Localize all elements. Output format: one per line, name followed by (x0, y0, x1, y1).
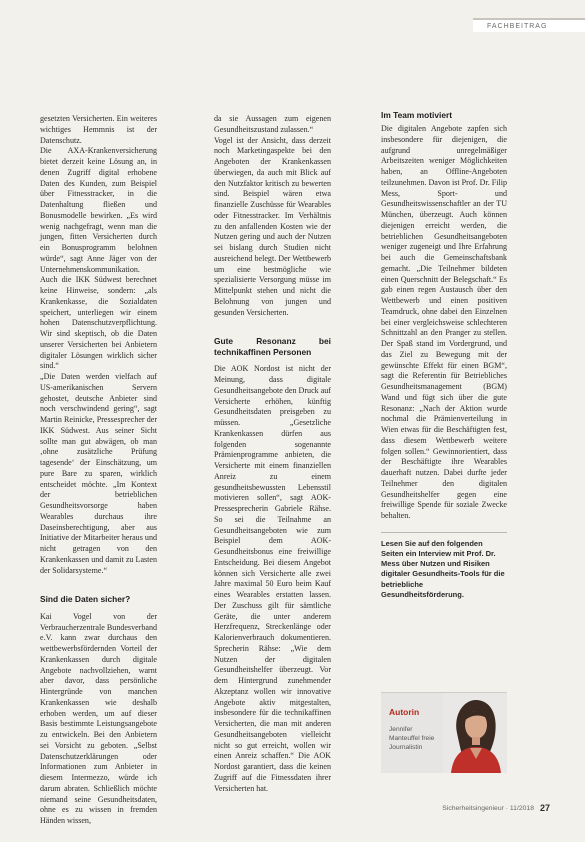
article-column-2 (214, 114, 331, 794)
subheading-data-security: Sind die Daten sicher? (40, 594, 131, 605)
paragraph: gesetzten Versicherten. Ein weiteres wichtiges Hemmnis ist der Datenschutz. (40, 114, 157, 145)
paragraph: Vogel ist der Ansicht, dass derzeit noch Marketingaspekte bei den Angeboten der Krankenkassen überwiegen, da auch mit Blick auf den Nutzfaktor kritisch zu bewerten sind. Beispiel wären etwa finanzielle Zuschüsse für Wearables oder Fitnesstracker. Im Verhältnis zu den anfallenden Kosten wie der Nutzen gering und auch der Nutzen sei bislang durch Studien nicht ausreichend belegt. Der Wettbewerb um eine bestmögliche wie spezialisierte Versorgung müsse im Mittelpunkt stehen und nicht die Belohnung von jungen und gesunden Versicherten. (214, 135, 331, 317)
page-number: 27 (539, 803, 550, 813)
paragraph: Die digitalen Angebote zapfen sich insbesondere für diejenigen, die aufgrund unregelmäßiger Arbeitszeiten weniger Möglichkeiten haben, an Offline-Angeboten teilzunehmen. Davon ist Prof. Dr. Filip Mess, Sport- und Gesundheitswissenschaftler an der TU München, überzeugt. Auch können diejenigen erreicht werden, die betrieblichen Gesundheitsangeboten weniger zugeneigt und Ihre Erfahrung bei auch die Gemeinschaftsbank gemacht. „Die Teilnehmer bildeten einen Querschnitt der Belegschaft.“ Es gab einen regen Austausch über den Wettbewerb und einen positiven Teamdruck, ohne dabei den Einzelnen bei einer vergleichsweise schlechteren Schnittzahl an den Pranger zu stellen. Der Spaß stand im Vordergrund, und das Ziel zu Bewegung mit der gewünschte Effekt für einen BGM“, sagt die Referentin für Betriebliches Gesundheitsmanagement (BGM) Wand und fügt sich über die gute Resonanz: „Nach der Aktion wurde nochmal die Prämienverteilung in Wien etwas für die Beschäftigten fest, dass diesem Wettbewerb weitere folgen sollen.“ Gewinnorientiert, dass der Beschäftigte ihre Wearables dauerhaft nutzen. Dabei durfte jeder Teilnehmer den digitalen Gesundheitshelfer gegen eine freiwillige Spende für soziale Zwecke behalten. (381, 124, 507, 520)
author-portrait-image (443, 693, 507, 773)
subheading-resonance: Gute Resonanz bei technikaffinen Personen (214, 336, 331, 357)
paragraph: Die AOK Nordost ist nicht der Meinung, dass digitale Gesundheitsangebote den Druck auf Versicherte erhöhen, künftig Gesundheitsdaten preisgeben zu müssen. „Gesetzliche Krankenkassen dürfen aus folgenden sogenannte Prämienprogramme anbieten, die Versicherte mit einem finanziellen Anreiz zu einem gesundheitsbewussten Lebensstil motivieren sollen“, sagt AOK-Pressesprecherin Gabriele Rähse. So sei die Teilnahme an Gesundheitsangeboten wie zum Beispiel dem AOK-Gesundheitsbonus eine freiwillige Entscheidung. Bei diesem Angebot können sich Versicherte alle zwei Jahre maximal 50 Euro beim Kauf eines Wearables erstatten lassen. Der Zuschuss gilt für sämtliche Geräte, die unter anderem Herzfrequenz, Streckenlänge oder Kalorienverbrauch dokumentieren. Sprecherin Rähse: „Wie dem Nutzen der digitalen Gesundheitshelfer überzeugt. Vor dem Hintergrund zunehmender Akzeptanz wollen wir innovative Angebote aktiv mitgestalten, insbesondere für die technikaffinen Versicherten, die man mit anderen Gesundheitsangeboten vielleicht nicht so gut erreicht, wollen wir einen Anreiz schaffen.“ Die AOK Nordost garantiert, dass die keinen Zugriff auf die Fitnessdaten ihrer Versicherten hat. (214, 364, 331, 793)
subheading-team: Im Team motiviert (381, 110, 453, 120)
paragraph: Kai Vogel von der Verbraucherzentrale Bundesverband e.V. kann zwar durchaus den wettbewerbsfördernden Vorteil der Krankenkassen durch digitale Angebote nachvollziehen, warnt aber davor, dass persönliche Hintergründe von manchen Krankenkassen wie deshalb erhoben werden, um auf dieser Basis bestimmte Leistungsangebote zu entwickeln. Bei den Anbietern sei Vorsicht zu geboten. „Selbst Datenschutzerklärungen oder Informationen zum Anbieter in diesem Intermezzo, würde ich darum abraten. Schließlich möchte niemand seine Gesundheitsdaten, ohne es zu wissen in fremden Händen wissen, (40, 611, 157, 825)
article-column-3 (381, 110, 507, 600)
divider (381, 532, 507, 533)
author-box (381, 692, 507, 773)
paragraph: da sie Aussagen zum eigenen Gesundheitszustand zulassen.“ (214, 114, 331, 134)
section-tab: FACHBEITRAG (473, 18, 585, 32)
author-label: Autorin (389, 707, 420, 717)
article-column-1 (40, 114, 157, 827)
interview-teaser: Lesen Sie auf den folgenden Seiten ein Interview mit Prof. Dr. Mess über Nutzen und Risiken digitaler Gesundheits-Tools für die betriebliche Gesundheitsförderung. (381, 538, 505, 599)
paragraph: Die AXA-Krankenversicherung bietet derzeit keine Lösung an, in denen Zugriff digital erhobene Daten des Kunden, zum Beispiel über Fitnesstracker, in die Datenhaltung fließen und Bonusmodelle bewirken. „Es wird wenig nachgefragt, wenn man die jungen, fitten Versicherten durch ein Bonusprogramm belohnen würde“, sagt Anne Jäger von der Unternehmenskommunikation. Auch die IKK Südwest berechnet keine Hinweise, sondern: „als Krankenkasse, die Sozialdaten speichert, unterliegen wir einem hohen Datenschutzverpflichtung. Wir sind skeptisch, ob die Daten unserer Versicherten bei Anbietern digitaler Lösungen wirklich sicher sind.“ (40, 146, 157, 371)
page-footer (380, 802, 550, 814)
magazine-name: Sicherheitsingenieur · 11/2018 (442, 804, 534, 812)
author-name: Jennifer Manteuffel freie Journalistin (389, 726, 435, 751)
paragraph: „Die Daten werden vielfach auf US-amerikanischen Servern gehostet, deutsche Anbieter sind noch verschwindend gering“, sagt Martin Reinicke, Pressesprecher der IKK Südwest. Aus seiner Sicht sollte man gut abwägen, ob man ‚ohne zusätzliche Prüfung tagesende‘ der Einschätzung, um pure Bare zu sparen, wirklich entscheidet möchte. „Im Kontext der betrieblichen Gesundheitsvorsorge haben Wearables durchaus ihre Daseinsberechtigung, aber aus Initiative der Mitarbeiter heraus und nicht getragen von den Krankenkassen und damit zu Lasten der Solidarsysteme.“ (40, 372, 157, 575)
